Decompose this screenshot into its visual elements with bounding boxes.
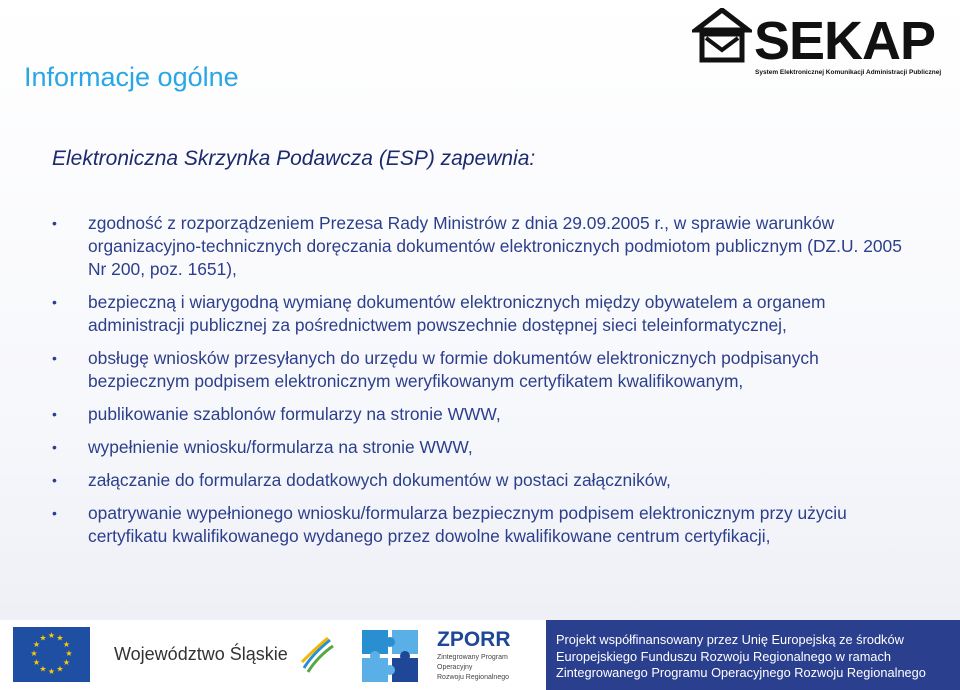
svg-text:★: ★ xyxy=(65,649,73,658)
zporr-line: Operacyjny xyxy=(437,664,473,671)
svg-text:★: ★ xyxy=(47,631,56,640)
svg-text:★: ★ xyxy=(32,658,41,667)
voivodeship-name: Województwo Śląskie xyxy=(114,644,288,664)
zporr-line: Zintegrowany Program xyxy=(437,654,508,661)
funding-line: Zintegrowanego Programu Operacyjnego Rozwoju Regionalnego xyxy=(556,665,926,680)
zporr-puzzle-icon xyxy=(360,628,422,686)
footer xyxy=(0,620,960,690)
sekap-logo-icon xyxy=(692,8,752,68)
zporr-line: Rozwoju Regionalnego xyxy=(437,674,509,681)
svg-text:★: ★ xyxy=(30,649,38,658)
funding-text xyxy=(556,632,956,682)
section-subtitle: Elektroniczna Skrzynka Podawcza (ESP) zapewnia: xyxy=(52,147,536,170)
svg-text:★: ★ xyxy=(47,667,56,676)
sekap-logo xyxy=(692,8,942,88)
list-item: • publikowanie szablonów formularzy na stronie WWW, xyxy=(52,403,922,426)
silesia-swirl-icon xyxy=(300,634,334,674)
eu-flag-icon xyxy=(13,627,90,682)
bullet-list xyxy=(52,212,922,558)
list-item: • załączanie do formularza dodatkowych dokumentów w postaci załączników, xyxy=(52,469,922,492)
svg-text:★: ★ xyxy=(39,633,47,643)
sekap-tagline: System Elektronicznej Komunikacji Administracji Publicznej xyxy=(755,69,942,76)
svg-text:★: ★ xyxy=(56,664,64,674)
list-item: • zgodność z rozporządzeniem Prezesa Rady Ministrów z dnia 29.09.2005 r., w sprawie warunków organizacyjno-technicznych doręczania dokumentów elektronicznych podmiotom publicznym (DZ.U. 2005 Nr 200, poz. 1651), xyxy=(52,212,922,281)
svg-text:★: ★ xyxy=(32,640,41,649)
zporr-wordmark: ZPORR xyxy=(437,628,511,651)
list-item: • bezpieczną i wiarygodną wymianę dokumentów elektronicznych między obywatelem a organem administracji publicznej za pośrednictwem powszechnie dostępnej sieci teleinformatycznej, xyxy=(52,291,922,337)
page-title: Informacje ogólne xyxy=(24,62,239,92)
svg-text:★: ★ xyxy=(62,658,71,667)
list-item: • obsługę wniosków przesyłanych do urzędu w formie dokumentów elektronicznych podpisanych bezpiecznym podpisem elektronicznym weryfikowanym certyfikatem kwalifikowanym, xyxy=(52,347,922,393)
list-item: • opatrywanie wypełnionego wniosku/formularza bezpiecznym podpisem elektronicznym przy użyciu certyfikatu kwalifikowanego wydanego przez dowolne kwalifikowane centrum certyfikacji, xyxy=(52,502,922,548)
funding-line: Projekt współfinansowany przez Unię Europejską ze środków xyxy=(556,632,904,647)
funding-line: Europejskiego Funduszu Rozwoju Regionalnego w ramach xyxy=(556,648,892,664)
list-item: • wypełnienie wniosku/formularza na stronie WWW, xyxy=(52,436,922,459)
sekap-wordmark: SEKAP xyxy=(754,11,936,71)
svg-text:★: ★ xyxy=(56,633,64,643)
svg-text:★: ★ xyxy=(62,640,71,649)
svg-text:★: ★ xyxy=(39,664,47,674)
